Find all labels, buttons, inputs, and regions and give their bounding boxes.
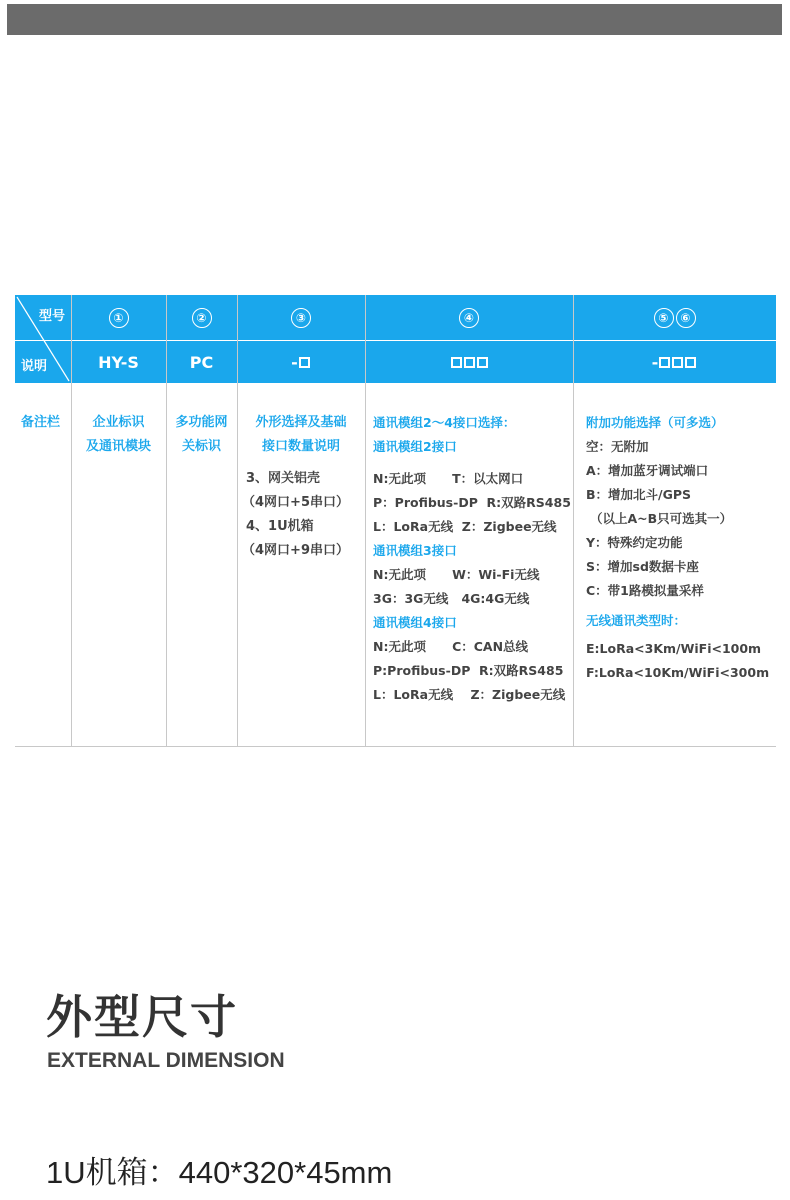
- top-banner-bar: [7, 4, 782, 35]
- table-description-row: [15, 341, 776, 383]
- section-title-cn: 外型尺寸: [46, 990, 238, 1044]
- desc-cell-2: PC: [189, 352, 214, 372]
- column-divider: [71, 295, 72, 747]
- header-cell-5-6: ⑤ ⑥: [573, 295, 776, 340]
- column-divider: [166, 295, 167, 747]
- header-cell-1: ①: [71, 295, 166, 340]
- col3-notes: 外形选择及基础 接口数量说明 3、网关铝壳 （4网口+5串口） 4、1U机箱 （4网口+9串口）: [242, 415, 349, 558]
- desc-cell-3: -: [237, 341, 365, 383]
- col1-notes: 企业标识 及通讯模块: [85, 415, 151, 454]
- corner-diagonal-line: [15, 295, 71, 383]
- dimension-spec: 1U机箱：440*320*45mm: [46, 1155, 393, 1190]
- header-cell-2: ②: [166, 295, 237, 340]
- corner-model-label: 型号: [38, 309, 65, 324]
- model-selection-table: [15, 295, 776, 747]
- column-divider: [573, 295, 574, 747]
- column-divider: [365, 295, 366, 747]
- col5-notes: 附加功能选择（可多选） 空：无附加 A：增加蓝牙调试端口 B：增加北斗/GPS （以上A~B只可选其一） Y：特殊约定功能 S：增加sd数据卡座 C：带1路模拟量采样 无线通讯类型时： E:LoRa<3Km/WiFi<100m F:LoRa<10Km/WiFi<300m: [586, 415, 770, 680]
- notes-label: 备注栏: [21, 415, 61, 430]
- section-title-en: EXTERNAL DIMENSION: [47, 1049, 285, 1072]
- desc-cell-5: -: [573, 341, 776, 383]
- table-header-row: [15, 295, 776, 340]
- header-cell-4: ④: [365, 295, 573, 340]
- desc-cell-4: [365, 341, 573, 383]
- corner-description-label: 说明: [21, 359, 48, 374]
- desc-cell-1: HY-S: [98, 352, 139, 372]
- col2-notes: 多功能网 关标识: [175, 415, 228, 454]
- header-cell-3: ③: [237, 295, 365, 340]
- table-bottom-border: [15, 746, 776, 747]
- col4-notes: 通讯模组2～4接口选择： 通讯模组2接口 N:无此项 T：以太网口 P：Profibus-DP R:双路RS485 L：LoRa无线 Z：Zigbee无线 通讯模组3接口 N:无此项 W：Wi-Fi无线 3G：3G无线 4G:4G无线 通讯模组4接口 N:无此项 C：CAN总线 P:Profibus-DP R:双路RS485 L：LoRa无线 Z：Zigbee无线: [373, 415, 571, 702]
